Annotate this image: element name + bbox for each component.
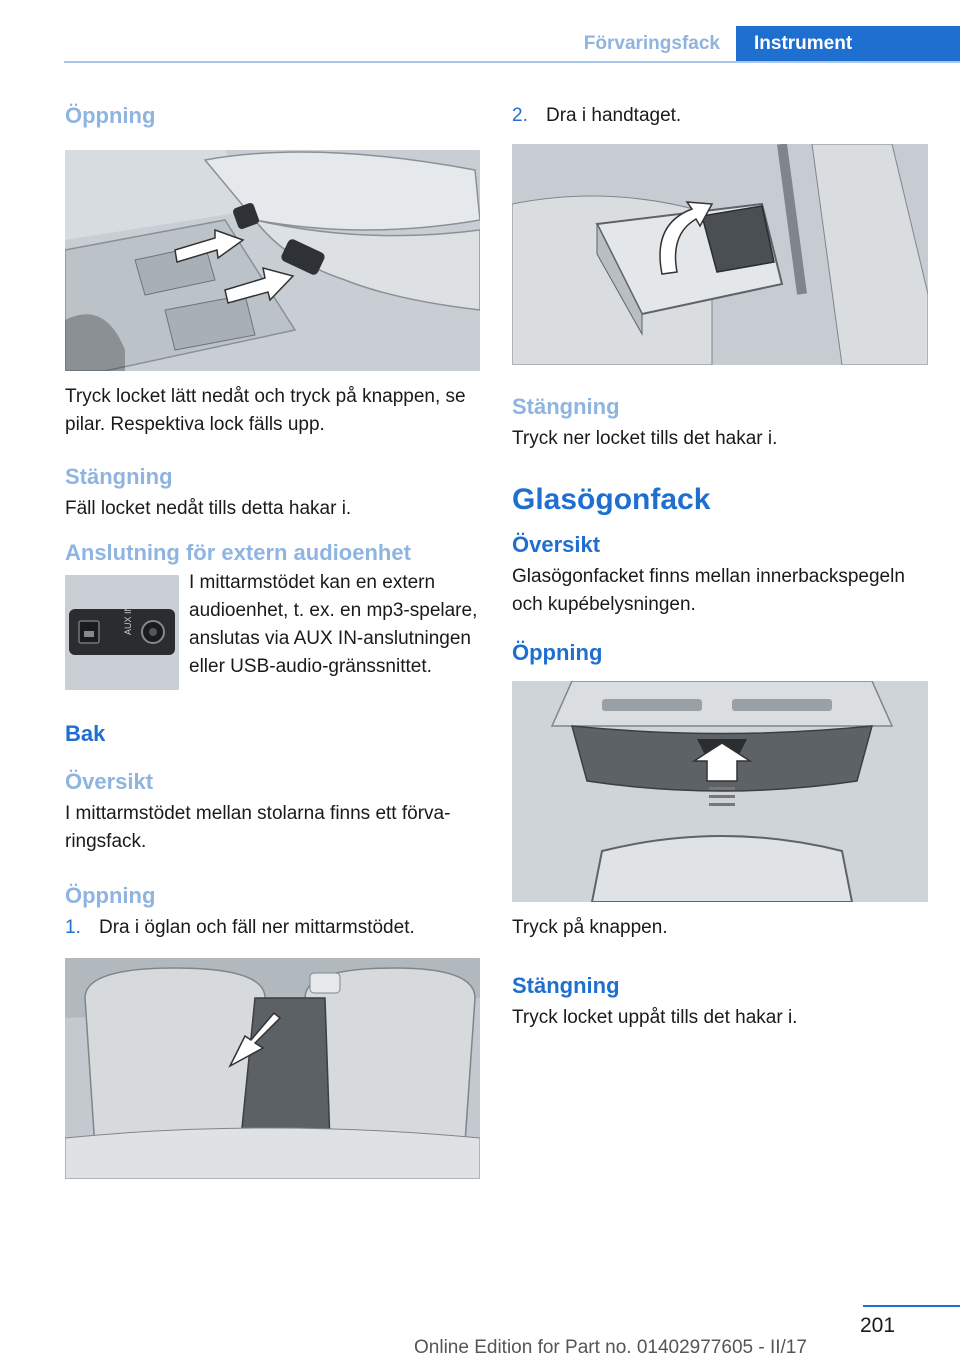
glasses-closing-heading: Stängning [512, 973, 620, 998]
glasses-closing-text: Tryck locket uppåt tills det hakar i. [512, 1007, 798, 1028]
rear-overview-text: I mittarmstödet mellan stolarna finns ett förvaringsfack. [65, 803, 451, 852]
right-column [512, 96, 928, 1032]
glasses-opening-heading: Öppning [512, 640, 603, 665]
rear-heading: Bak [65, 721, 106, 746]
glasses-heading: Glasögonfack [512, 483, 711, 516]
footer-rule [863, 1305, 960, 1307]
left-column [65, 96, 480, 1179]
front-closing-text: Fäll locket nedåt tills detta hakar i. [65, 498, 352, 519]
step-1-number: 1. [65, 917, 81, 938]
header-chapter-tab[interactable]: Instrument [736, 26, 960, 62]
header-rule [64, 61, 960, 63]
aux-port-label: AUX IN [123, 604, 133, 635]
aux-port-illustration [65, 575, 179, 690]
front-closing-heading: Stängning [65, 464, 173, 489]
step-2-number: 2. [512, 105, 528, 126]
glasses-opening-text: Tryck på knappen. [512, 917, 668, 938]
step-2-text: Dra i handtaget. [546, 105, 682, 126]
glasses-compartment-illustration [512, 681, 928, 902]
aux-text: I mittarmstödet kan en extern audioenhet, t. ex. en mp3-spelare, anslutas via AUX IN-anslutningen eller USB-audio-gränssnittet. [189, 572, 478, 677]
rear-closing-heading: Stängning [512, 394, 620, 419]
header-section-tab[interactable]: Förvaringsfack [583, 33, 720, 54]
page-number: 201 [860, 1314, 896, 1337]
rear-armrest-illustration [512, 144, 928, 365]
front-opening-heading: Öppning [65, 103, 156, 128]
rear-opening-heading: Öppning [65, 883, 156, 908]
glasses-overview-text: Glasögonfacket finns mellan innerbackspegeln och kupébelysningen. [512, 566, 905, 615]
edition-footer: Online Edition for Part no. 01402977605 - II/17 [414, 1337, 807, 1358]
rear-overview-heading: Översikt [65, 769, 154, 794]
rear-seat-illustration [65, 958, 480, 1179]
step-1 [65, 914, 480, 942]
armrest-front-illustration [65, 150, 480, 371]
step-2 [512, 102, 928, 130]
front-opening-text: Tryck locket lätt nedåt och tryck på knappen, se pilar. Respektiva lock fälls upp. [65, 386, 466, 435]
rear-closing-text: Tryck ner locket tills det hakar i. [512, 428, 778, 449]
aux-heading: Anslutning för extern audioenhet [65, 540, 411, 565]
aux-block [65, 571, 480, 690]
step-1-text: Dra i öglan och fäll ner mittarmstödet. [99, 917, 415, 938]
glasses-overview-heading: Översikt [512, 532, 601, 557]
